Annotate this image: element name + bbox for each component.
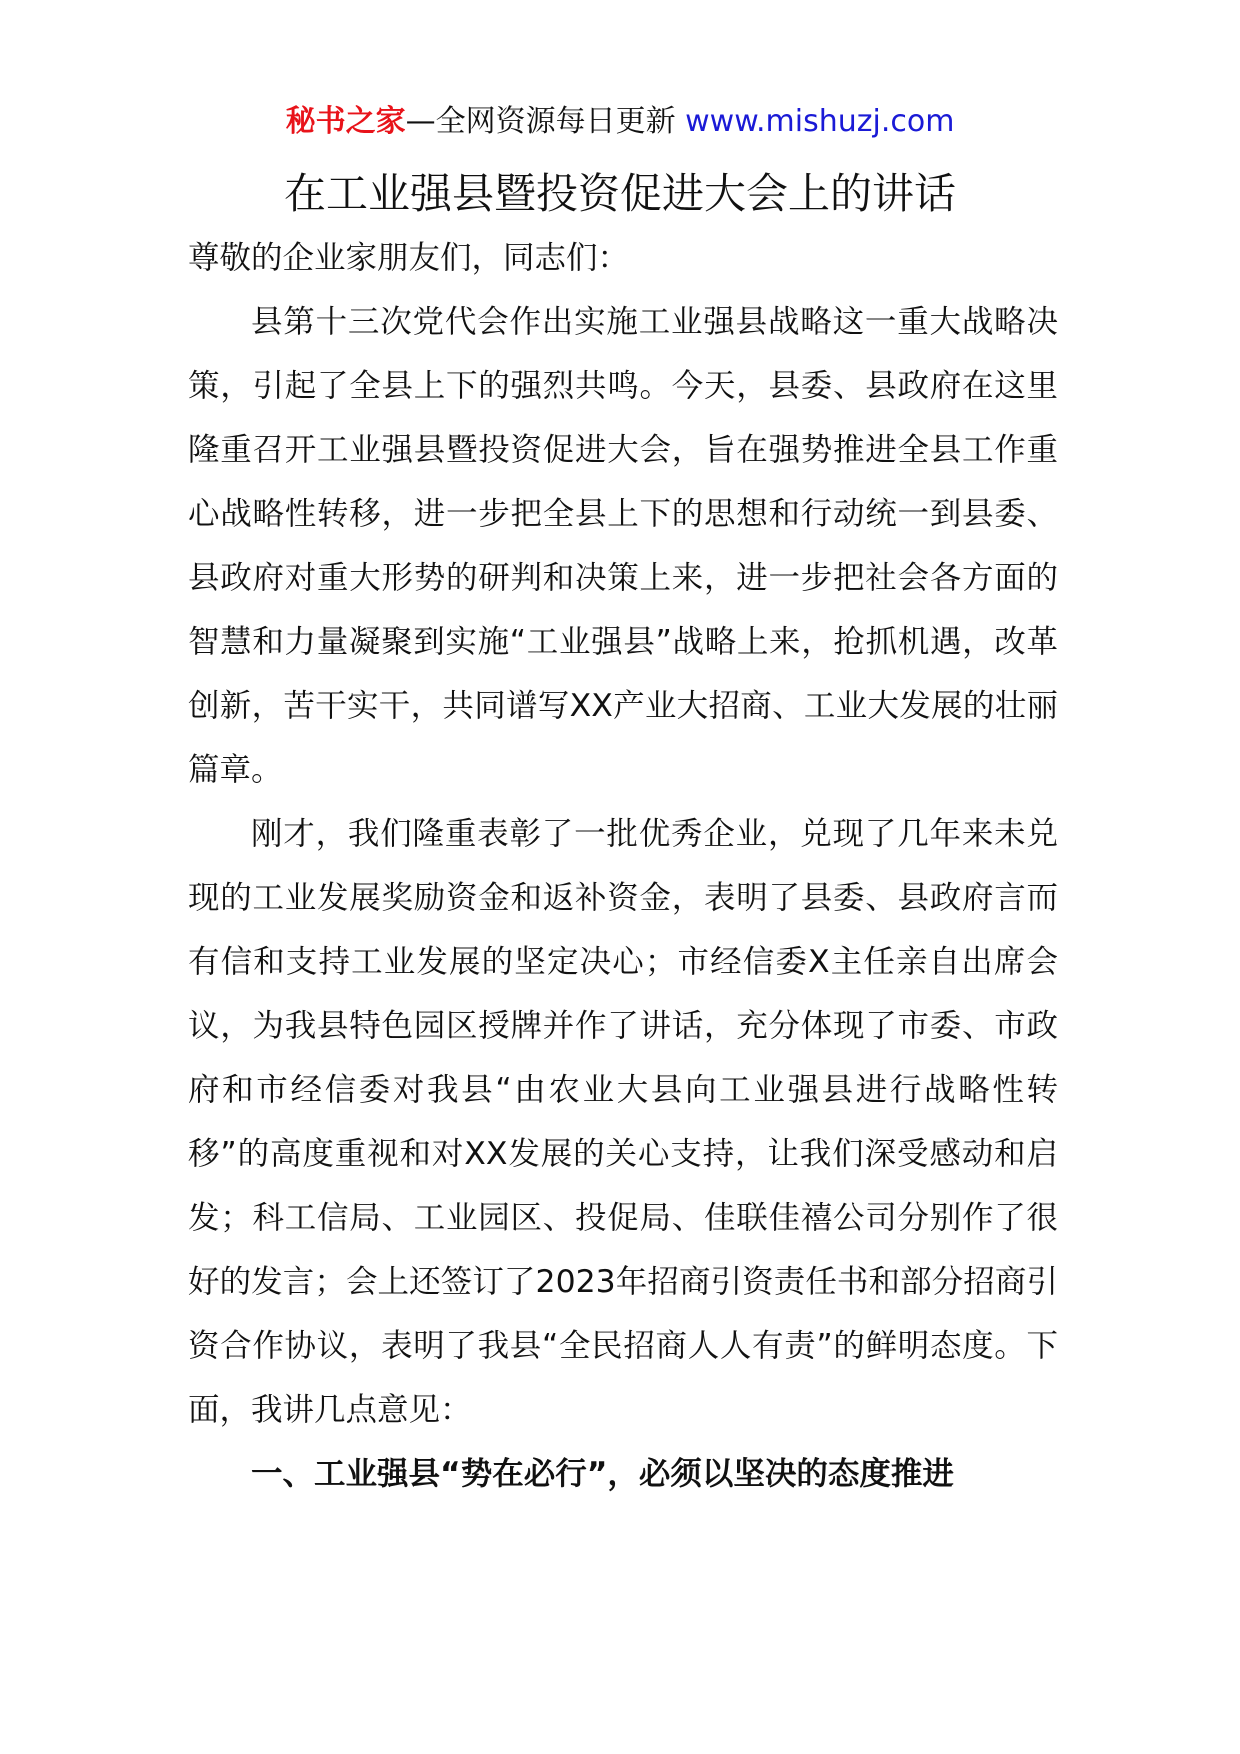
brand-tagline: —全网资源每日更新	[405, 104, 686, 139]
paragraph: 县第十三次党代会作出实施工业强县战略这一重大战略决策，引起了全县上下的强烈共鸣。今天，县委、县政府在这里隆重召开工业强县暨投资促进大会，旨在强势推进全县工作重心战略性转移，进一步把全县上下的思想和行动统一到县委、县政府对重大形势的研判和决策上来，进一步把社会各方面的智慧和力量凝聚到实施“工业强县”战略上来，抢抓机遇，改革创新，苦干实干，共同谱写XX产业大招商、工业大发展的壮丽篇章。	[188, 304, 1058, 788]
document-body	[188, 226, 1058, 1506]
page-title: 在工业强县暨投资促进大会上的讲话	[283, 169, 956, 218]
salutation: 尊敬的企业家朋友们，同志们：	[188, 240, 630, 276]
site-watermark-header	[0, 102, 1240, 142]
site-url-link[interactable]: www.mishuzj.com	[685, 104, 955, 139]
section-heading: 一、工业强县“势在必行”，必须以坚决的态度推进	[251, 1456, 954, 1492]
brand-name: 秘书之家	[285, 104, 406, 139]
paragraph: 刚才，我们隆重表彰了一批优秀企业，兑现了几年来未兑现的工业发展奖励资金和返补资金，表明了县委、县政府言而有信和支持工业发展的坚定决心；市经信委X主任亲自出席会议，为我县特色园区授牌并作了讲话，充分体现了市委、市政府和市经信委对我县“由农业大县向工业强县进行战略性转移”的高度重视和对XX发展的关心支持，让我们深受感动和启发；科工信局、工业园区、投促局、佳联佳禧公司分别作了很好的发言；会上还签订了2023年招商引资责任书和部分招商引资合作协议，表明了我县“全民招商人人有责”的鲜明态度。下面，我讲几点意见：	[188, 816, 1058, 1428]
